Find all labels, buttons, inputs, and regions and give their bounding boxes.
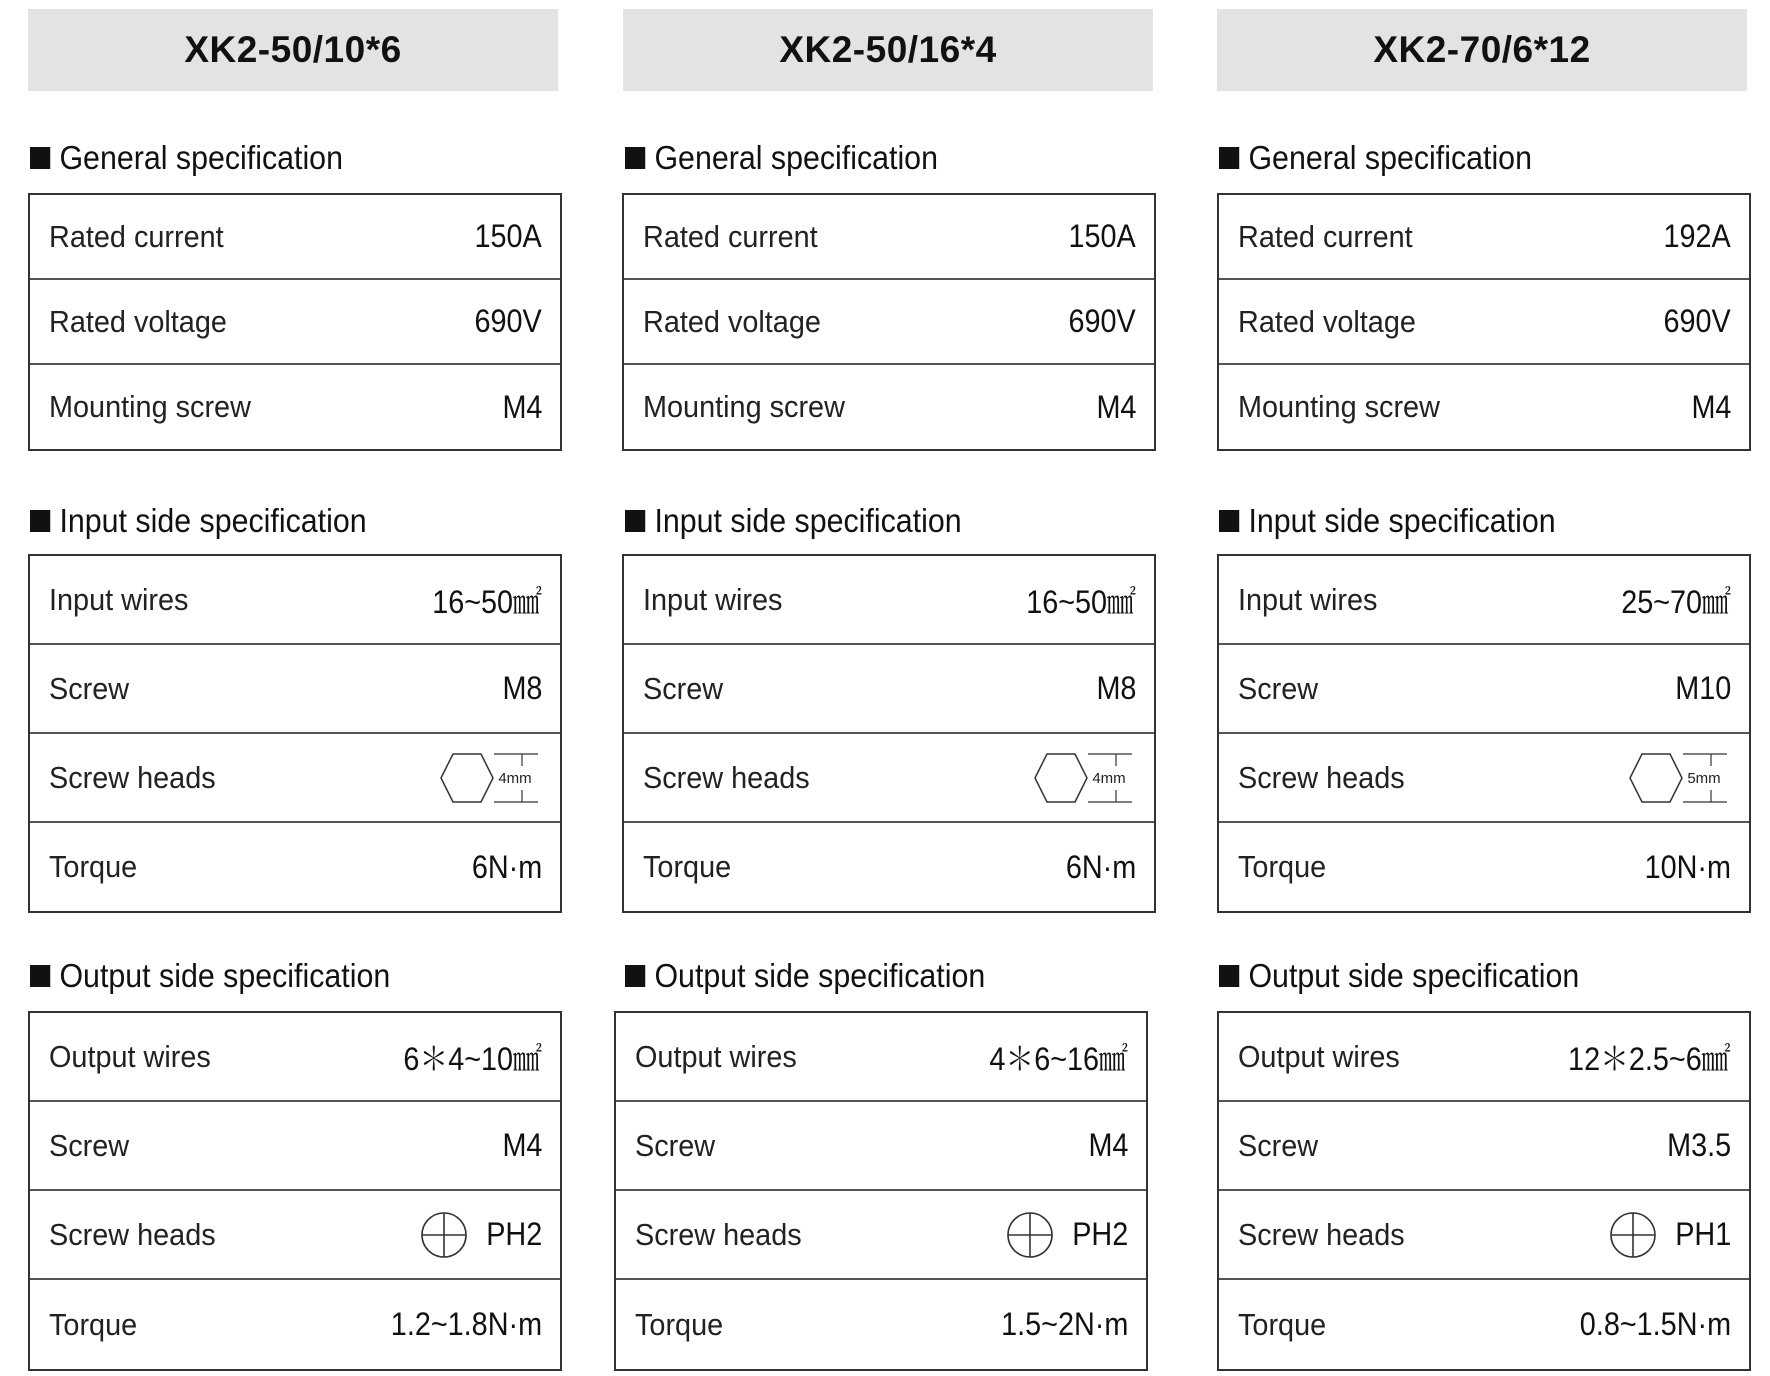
row-label: Screw heads <box>635 1216 802 1252</box>
row-label: Rated voltage <box>1238 303 1416 339</box>
row-label: Output wires <box>1238 1038 1400 1074</box>
hex-socket-icon <box>438 750 542 806</box>
section-title-text: General specification <box>1248 139 1532 176</box>
row-label: Input wires <box>1238 581 1378 617</box>
hex-size-label: 5mm <box>1687 769 1721 787</box>
table-row <box>624 823 1154 911</box>
row-label: Screw <box>1238 1127 1319 1163</box>
row-value: M4 <box>1087 1127 1128 1163</box>
hex-socket-icon <box>1032 750 1136 806</box>
table-row <box>30 556 560 645</box>
row-value: 6N·m <box>1065 848 1136 885</box>
table-row <box>1219 1102 1749 1191</box>
row-value: 690V <box>474 303 542 339</box>
phillips-cross-icon <box>420 1211 468 1259</box>
row-label: Screw <box>1238 670 1319 706</box>
table-row <box>616 1102 1146 1191</box>
table-row <box>1219 823 1749 911</box>
table-row <box>624 645 1154 734</box>
table-row <box>1219 645 1749 734</box>
section-title-text: Output side specification <box>654 957 986 994</box>
row-value: M3.5 <box>1666 1127 1731 1163</box>
general-spec-table <box>28 193 562 451</box>
phillips-cross-icon <box>1609 1211 1657 1259</box>
row-label: Screw <box>49 1127 130 1163</box>
section-title-text: Input side specification <box>59 502 367 539</box>
screw-head-value <box>1627 750 1731 806</box>
output-section-title <box>625 956 985 996</box>
row-label: Torque <box>49 849 138 884</box>
row-value: M8 <box>501 670 542 706</box>
table-row <box>30 1280 560 1369</box>
hex-socket-icon <box>1627 750 1731 806</box>
general-spec-table <box>1217 193 1751 451</box>
table-row <box>624 734 1154 823</box>
table-row <box>1219 1280 1749 1369</box>
table-row <box>624 365 1154 449</box>
row-value: 25~70㎟ <box>1621 583 1731 620</box>
screw-head-value <box>420 1211 542 1259</box>
row-value: 192A <box>1663 218 1731 254</box>
row-label: Screw heads <box>1238 1216 1405 1252</box>
row-value: 690V <box>1663 303 1731 339</box>
row-value: M10 <box>1674 670 1731 706</box>
row-value: 12＊2.5~6㎟ <box>1568 1040 1731 1077</box>
row-value: M4 <box>501 388 542 425</box>
table-row <box>30 195 560 280</box>
screw-head-value <box>438 750 542 806</box>
table-row <box>30 1013 560 1102</box>
square-bullet-icon <box>1219 965 1239 987</box>
table-row <box>624 556 1154 645</box>
row-label: Torque <box>49 1306 138 1342</box>
row-value: 150A <box>474 218 542 254</box>
row-value: 0.8~1.5N·m <box>1579 1306 1731 1342</box>
row-value: M4 <box>501 1127 542 1163</box>
general-section-title <box>625 138 938 178</box>
row-value: 6N·m <box>471 848 542 885</box>
row-label: Screw heads <box>49 1216 216 1252</box>
table-row <box>616 1191 1146 1280</box>
input-spec-table <box>1217 554 1751 913</box>
row-label: Screw heads <box>643 759 810 795</box>
input-spec-table <box>28 554 562 913</box>
row-value: 1.5~2N·m <box>1000 1306 1128 1342</box>
hex-size-label: 4mm <box>498 769 532 787</box>
row-label: Rated voltage <box>49 303 227 339</box>
square-bullet-icon <box>30 510 50 532</box>
row-label: Torque <box>1238 849 1327 884</box>
row-value: 1.2~1.8N·m <box>390 1306 542 1342</box>
section-title-text: Output side specification <box>59 957 391 994</box>
row-label: Mounting screw <box>1238 389 1440 424</box>
output-spec-table <box>1217 1011 1751 1371</box>
square-bullet-icon <box>1219 147 1239 169</box>
row-label: Screw <box>643 670 724 706</box>
phillips-cross-icon <box>1006 1211 1054 1259</box>
row-value: PH2 <box>1071 1216 1128 1252</box>
general-spec-table <box>622 193 1156 451</box>
table-row <box>30 734 560 823</box>
row-label: Input wires <box>49 581 189 617</box>
row-value: 6＊4~10㎟ <box>403 1040 542 1077</box>
row-label: Rated voltage <box>643 303 821 339</box>
row-label: Screw <box>635 1127 716 1163</box>
row-label: Torque <box>1238 1306 1327 1342</box>
input-section-title <box>30 501 367 541</box>
row-label: Mounting screw <box>49 389 251 424</box>
row-value: 690V <box>1068 303 1136 339</box>
row-label: Mounting screw <box>643 389 845 424</box>
table-row <box>30 823 560 911</box>
general-section-title <box>1219 138 1532 178</box>
square-bullet-icon <box>30 965 50 987</box>
row-value: PH1 <box>1674 1216 1731 1252</box>
row-value: 16~50㎟ <box>1026 583 1136 620</box>
screw-head-value <box>1032 750 1136 806</box>
row-label: Torque <box>635 1306 724 1342</box>
hex-size-label: 4mm <box>1092 769 1126 787</box>
table-row <box>1219 365 1749 449</box>
model-header: XK2-50/16*4 <box>623 9 1153 91</box>
row-label: Output wires <box>49 1038 211 1074</box>
screw-head-value <box>1609 1211 1731 1259</box>
screw-head-value <box>1006 1211 1128 1259</box>
row-label: Input wires <box>643 581 783 617</box>
section-title-text: General specification <box>654 139 938 176</box>
table-row <box>1219 734 1749 823</box>
row-label: Rated current <box>49 218 224 254</box>
row-value: M8 <box>1095 670 1136 706</box>
table-row <box>624 195 1154 280</box>
output-spec-table <box>28 1011 562 1371</box>
table-row <box>30 280 560 365</box>
input-spec-table <box>622 554 1156 913</box>
output-spec-table <box>614 1011 1148 1371</box>
row-value: M4 <box>1095 388 1136 425</box>
table-row <box>1219 280 1749 365</box>
table-row <box>30 365 560 449</box>
table-row <box>1219 1191 1749 1280</box>
table-row <box>30 645 560 734</box>
row-value: 16~50㎟ <box>432 583 542 620</box>
square-bullet-icon <box>1219 510 1239 532</box>
row-label: Rated current <box>643 218 818 254</box>
table-row <box>616 1013 1146 1102</box>
input-section-title <box>625 501 962 541</box>
row-value: PH2 <box>485 1216 542 1252</box>
row-label: Screw heads <box>49 759 216 795</box>
output-section-title <box>1219 956 1579 996</box>
table-row <box>1219 1013 1749 1102</box>
general-section-title <box>30 138 343 178</box>
square-bullet-icon <box>625 510 645 532</box>
row-value: M4 <box>1690 388 1731 425</box>
section-title-text: Output side specification <box>1248 957 1580 994</box>
row-label: Rated current <box>1238 218 1413 254</box>
table-row <box>1219 556 1749 645</box>
model-header: XK2-70/6*12 <box>1217 9 1747 91</box>
table-row <box>1219 195 1749 280</box>
square-bullet-icon <box>625 965 645 987</box>
output-section-title <box>30 956 390 996</box>
row-value: 10N·m <box>1644 848 1731 885</box>
section-title-text: Input side specification <box>1248 502 1556 539</box>
square-bullet-icon <box>30 147 50 169</box>
input-section-title <box>1219 501 1556 541</box>
row-label: Screw <box>49 670 130 706</box>
table-row <box>616 1280 1146 1369</box>
row-label: Screw heads <box>1238 759 1405 795</box>
row-value: 4＊6~16㎟ <box>989 1040 1128 1077</box>
table-row <box>30 1191 560 1280</box>
table-row <box>30 1102 560 1191</box>
row-label: Output wires <box>635 1038 797 1074</box>
row-label: Torque <box>643 849 732 884</box>
section-title-text: General specification <box>59 139 343 176</box>
model-header: XK2-50/10*6 <box>28 9 558 91</box>
row-value: 150A <box>1068 218 1136 254</box>
square-bullet-icon <box>625 147 645 169</box>
section-title-text: Input side specification <box>654 502 962 539</box>
table-row <box>624 280 1154 365</box>
